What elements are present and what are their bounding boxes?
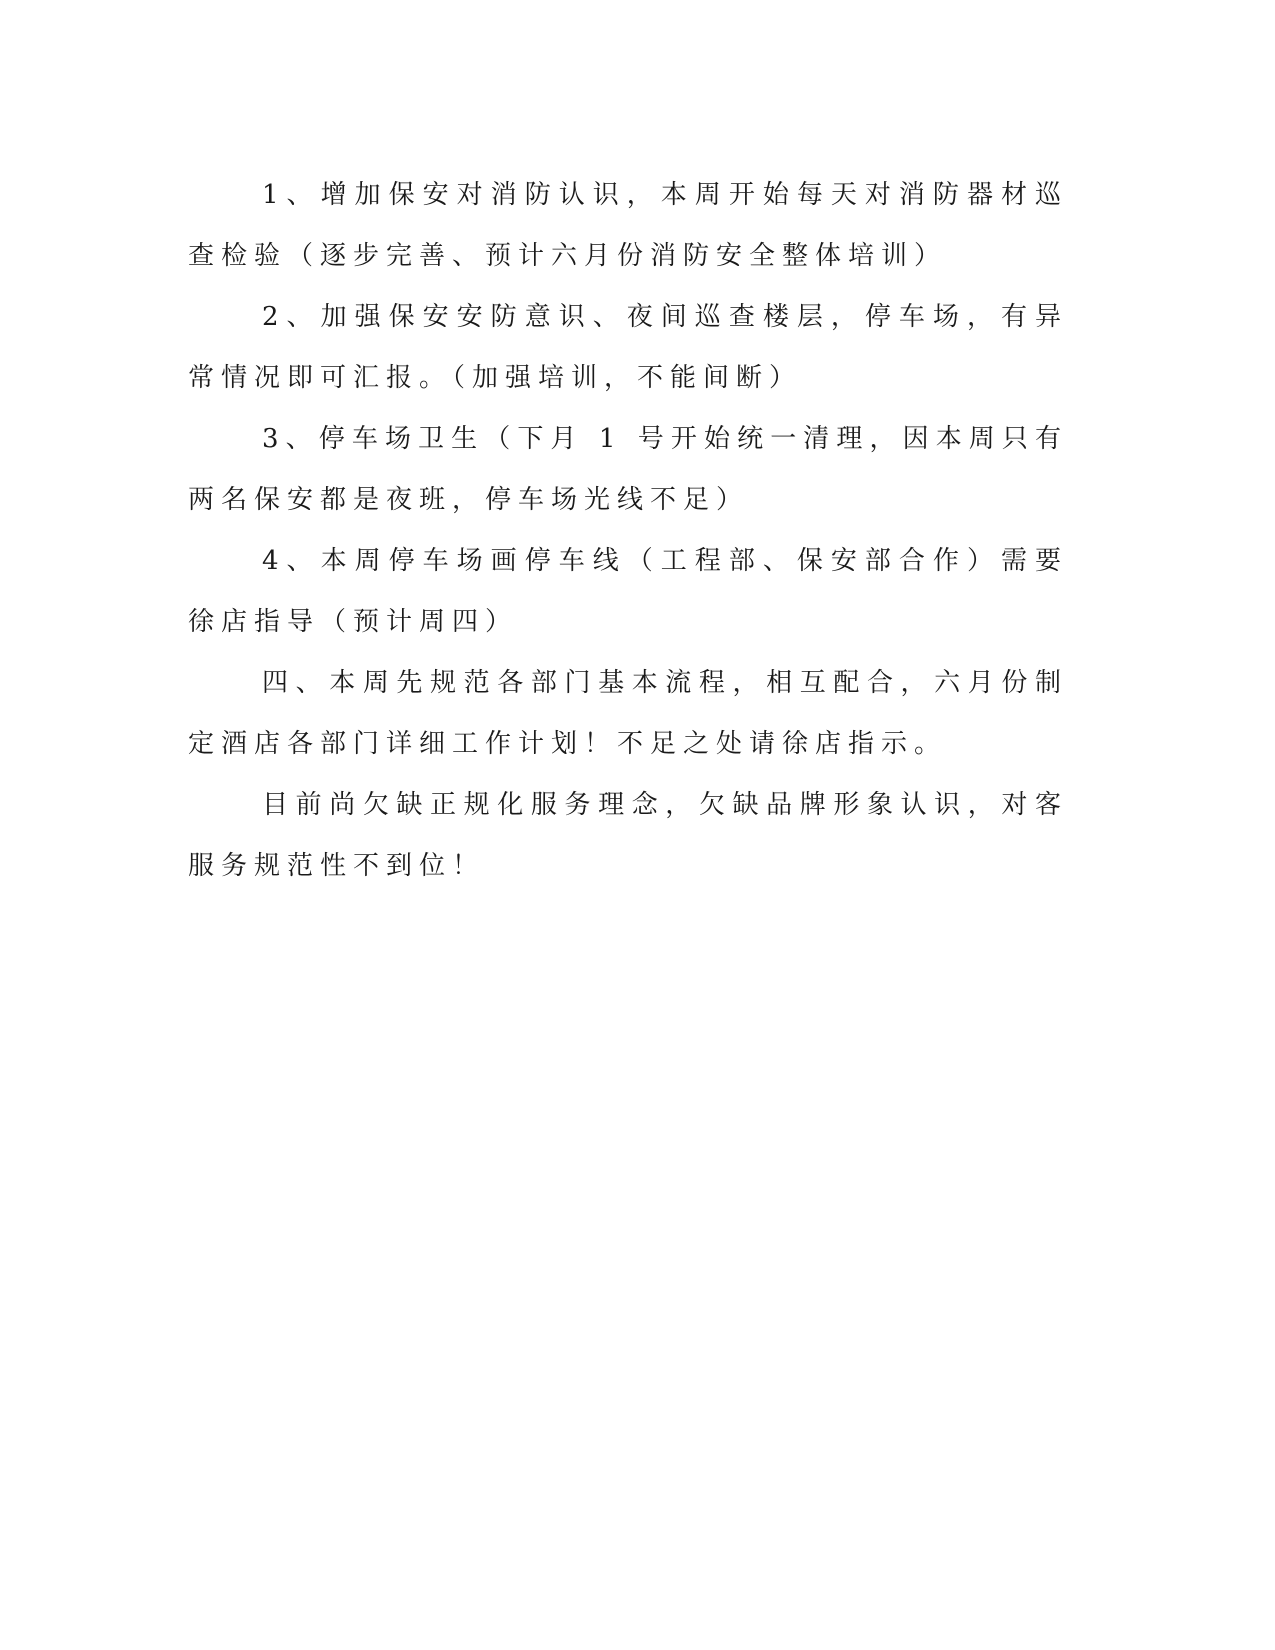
document-body	[188, 165, 1068, 897]
paragraph-item-3: 3、停车场卫生（下月 1 号开始统一清理，因本周只有两名保安都是夜班，停车场光线不足）	[188, 424, 1068, 515]
paragraph-item-2: 2、加强保安安防意识、夜间巡查楼层，停车场，有异常情况即可汇报。（加强培训，不能间断）	[188, 302, 1068, 393]
paragraph-item-4: 4、本周停车场画停车线（工程部、保安部合作）需要徐店指导（预计周四）	[188, 546, 1068, 637]
paragraph-item-1: 1、增加保安对消防认识，本周开始每天对消防器材巡查检验（逐步完善、预计六月份消防安全整体培训）	[188, 180, 1068, 271]
paragraph-section-4: 四、本周先规范各部门基本流程，相互配合，六月份制定酒店各部门详细工作计划！不足之处请徐店指示。	[188, 668, 1068, 759]
paragraph-summary: 目前尚欠缺正规化服务理念，欠缺品牌形象认识，对客服务规范性不到位！	[188, 790, 1068, 881]
